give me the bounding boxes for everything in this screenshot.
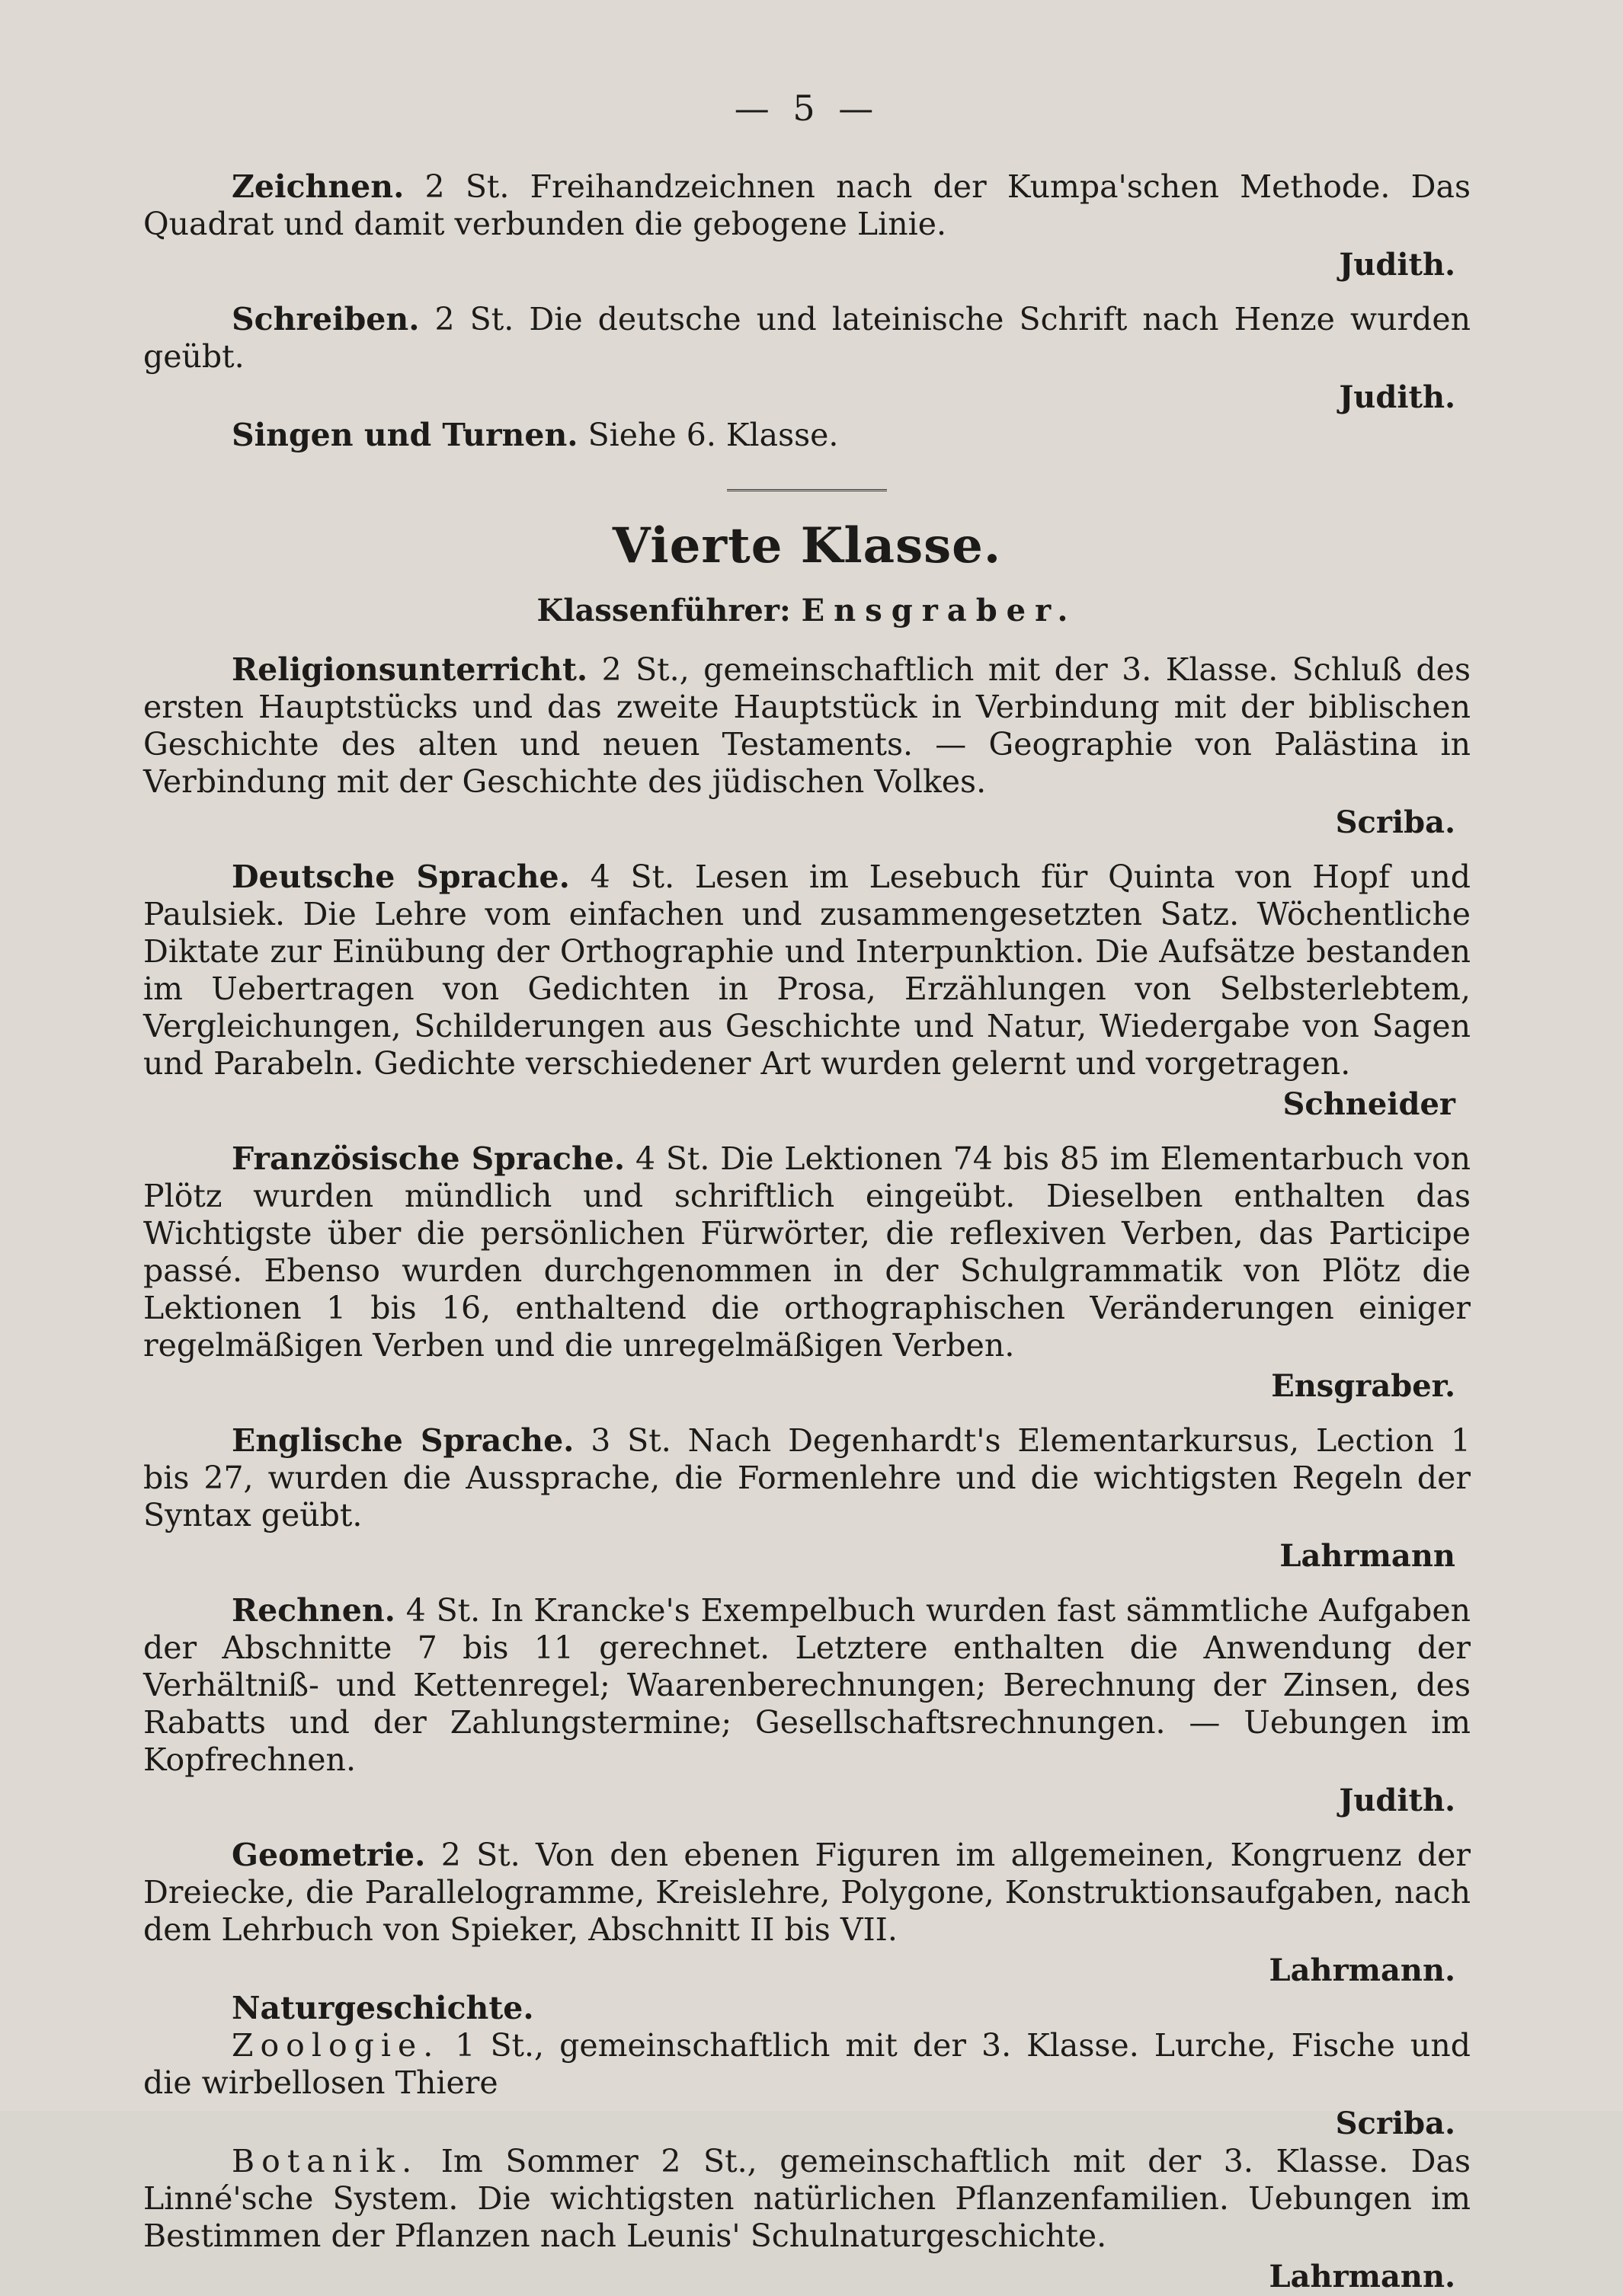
subject-heading: Französische Sprache.	[232, 1140, 626, 1177]
class-leader-line	[143, 593, 1471, 628]
paragraph-rechnen	[143, 1592, 1471, 1779]
paragraph-text: 1 St., gemeinschaftlich mit der 3. Klasse. Lurche, Fische und die wirbellosen Thiere	[143, 2027, 1471, 2101]
paragraph-franzoesisch	[143, 1140, 1471, 1364]
subject-heading-naturgeschichte: Naturgeschichte.	[232, 1990, 534, 2026]
paragraph-text: 2 St., gemeinschaftlich mit der 3. Klasse. Schluß des ersten Hauptstücks und das zweite Hauptstück in Verbindung mit der biblischen Geschichte des alten und neuen Testaments. — Geographie von Palästina in Verbindung mit der Geschichte des jüdischen Volkes.	[143, 651, 1471, 800]
teacher-name: Scriba.	[1335, 2106, 1455, 2141]
paragraph-text: Im Sommer 2 St., gemeinschaftlich mit der 3. Klasse. Das Linné'sche System. Die wichtigsten natürlichen Pflanzenfamilien. Uebungen im Bestimmen der Pflanzen nach Leunis' Schulnaturgeschichte.	[143, 2143, 1471, 2254]
paragraph-botanik	[143, 2143, 1471, 2255]
teacher-name: Lahrmann	[1279, 1538, 1455, 1574]
subject-heading: Rechnen.	[232, 1592, 395, 1629]
teacher-name: Ensgraber.	[1271, 1368, 1455, 1404]
paragraph-geometrie	[143, 1837, 1471, 1949]
teacher-name: Judith.	[1339, 1783, 1455, 1818]
subject-heading: Singen und Turnen.	[232, 417, 578, 453]
paragraph-singen-turnen	[143, 417, 1471, 454]
subsubject-heading: Zoologie.	[232, 2027, 440, 2064]
paragraph-text: 4 St. Die Lektionen 74 bis 85 im Elementarbuch von Plötz wurden mündlich und schriftlich eingeübt. Dieselben enthalten das Wichtigste über die persönlichen Fürwörter, die reflexiven Verben, das Participe passé. Ebenso wurden durchgenommen in der Schulgrammatik von Plötz die Lektionen 1 bis 16, enthaltend die orthographischen Veränderungen einiger regelmäßigen Verben und die unregelmäßigen Verben.	[143, 1140, 1471, 1364]
teacher-name: Lahrmann.	[1269, 2259, 1455, 2294]
subject-heading: Religionsunterricht.	[232, 651, 588, 688]
page-number: — 5 —	[734, 88, 880, 129]
paragraph-zoologie	[143, 2027, 1471, 2102]
paragraph-schreiben	[143, 301, 1471, 376]
paragraph-religion	[143, 651, 1471, 801]
subject-heading: Deutsche Sprache.	[232, 859, 570, 895]
teacher-name: Judith.	[1339, 247, 1455, 283]
paragraph-text: Siehe 6. Klasse.	[587, 417, 839, 453]
subject-heading: Zeichnen.	[232, 168, 405, 205]
teacher-name: Lahrmann.	[1269, 1952, 1455, 1988]
section-title: Vierte Klasse.	[612, 517, 1002, 574]
paragraph-englisch	[143, 1422, 1471, 1534]
subject-heading: Geometrie.	[232, 1837, 426, 1873]
paragraph-text: 2 St. Die deutsche und lateinische Schrift nach Henze wurden geübt.	[143, 301, 1471, 375]
subject-heading: Schreiben.	[232, 301, 420, 337]
class-leader-name: Ensgraber.	[801, 593, 1077, 628]
section-divider	[727, 489, 887, 491]
class-leader-label: Klassenführer:	[536, 593, 791, 628]
subject-heading: Englische Sprache.	[232, 1422, 575, 1459]
subsubject-heading: Botanik.	[232, 2143, 419, 2179]
teacher-name: Judith.	[1339, 379, 1455, 415]
paragraph-text: 4 St. In Krancke's Exempelbuch wurden fast sämmtliche Aufgaben der Abschnitte 7 bis 11 gerechnet. Letztere enthalten die Anwendung der Verhältniß- und Kettenregel; Waarenberechnungen; Berechnung der Zinsen, des Rabatts und der Zahlungstermine; Gesellschaftsrechnungen. — Uebungen im Kopfrechnen.	[143, 1592, 1471, 1778]
paragraph-text: 2 St. Von den ebenen Figuren im allgemeinen, Kongruenz der Dreiecke, die Parallelogramme, Kreislehre, Polygone, Konstruktionsaufgaben, nach dem Lehrbuch von Spieker, Abschnitt II bis VII.	[143, 1837, 1471, 1948]
paragraph-text: 3 St. Nach Degenhardt's Elementarkursus, Lection 1 bis 27, wurden die Aussprache, die Formenlehre und die wichtigsten Regeln der Syntax geübt.	[143, 1422, 1471, 1533]
paragraph-zeichnen	[143, 168, 1471, 243]
paragraph-text: 4 St. Lesen im Lesebuch für Quinta von Hopf und Paulsiek. Die Lehre vom einfachen und zusammengesetzten Satz. Wöchentliche Diktate zur Einübung der Orthographie und Interpunktion. Die Aufsätze bestanden im Uebertragen von Gedichten in Prosa, Erzählungen von Selbsterlebtem, Vergleichungen, Schilderungen aus Geschichte und Natur, Wiedergabe von Sagen und Parabeln. Gedichte verschiedener Art wurden gelernt und vorgetragen.	[143, 859, 1471, 1082]
paragraph-deutsch	[143, 859, 1471, 1082]
teacher-name: Schneider	[1282, 1086, 1455, 1122]
paragraph-text: 2 St. Freihandzeichnen nach der Kumpa'schen Methode. Das Quadrat und damit verbunden die gebogene Linie.	[143, 168, 1471, 242]
teacher-name: Scriba.	[1335, 804, 1455, 840]
